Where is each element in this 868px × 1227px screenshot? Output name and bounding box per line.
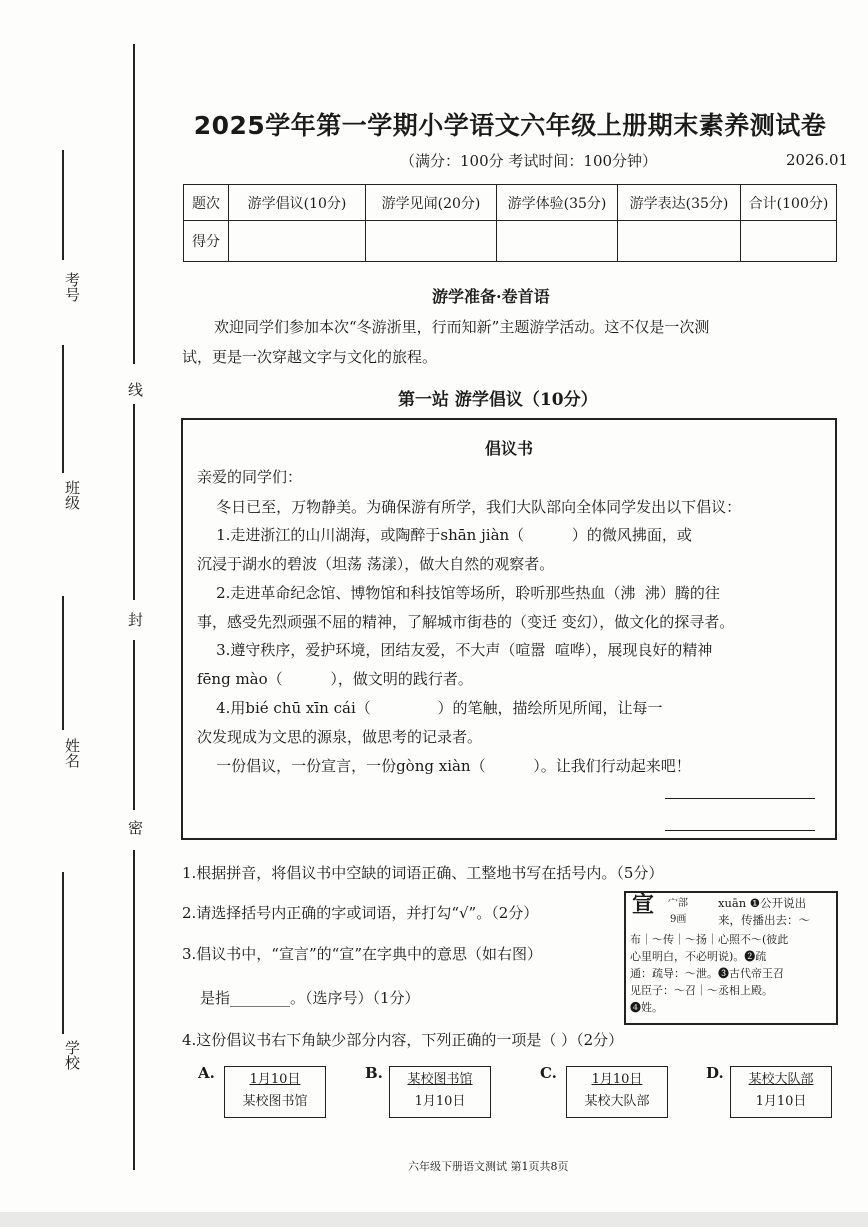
letter-title: 倡议书 — [484, 439, 533, 458]
proposal-letter-box — [181, 418, 837, 840]
option-d[interactable] — [730, 1066, 832, 1118]
letter-line: 3.遵守秩序，爱护环境，团结友爱，不大声（喧嚣 喧哗），展现良好的精神 — [197, 641, 713, 659]
dict-text: xuān ❶公开说出 — [718, 896, 807, 910]
score-cell[interactable] — [497, 221, 618, 262]
question-2: 2.请选择括号内正确的字或词语，并打勾“√”。（2分） — [182, 904, 539, 922]
option-c-line2: 某校大队部 — [584, 1094, 650, 1109]
option-a-letter: A. — [198, 1064, 215, 1082]
option-d-line2: 1月10日 — [755, 1094, 807, 1109]
option-d-line1: 某校大队部 — [748, 1072, 814, 1087]
dict-strokes: 9画 — [670, 914, 687, 925]
option-a-line1: 1月10日 — [249, 1072, 301, 1087]
binding-line — [133, 404, 135, 600]
letter-line: 冬日已至，万物静美。为确保游有所学，我们大队部向全体同学发出以下倡议： — [197, 498, 742, 516]
letter-line: 事，感受先烈顽强不屈的精神，了解城市街巷的（变迁 变幻），做文化的探寻者。 — [197, 613, 735, 631]
letter-line: 2.走进革命纪念馆、博物馆和科技馆等场所，聆听那些热血（沸 沸）腾的往 — [197, 584, 720, 602]
intro-line: 试，更是一次穿越文字与文化的旅程。 — [182, 348, 438, 366]
exam-no-blank[interactable] — [62, 150, 64, 260]
letter-line: 亲爱的同学们： — [197, 468, 303, 486]
letter-line: 1.走进浙江的山川湖海，或陶醉于shān jiàn（ ）的微风拂面，或 — [197, 526, 692, 544]
dict-char: 宣 — [632, 892, 655, 918]
score-cell[interactable] — [741, 221, 837, 262]
name-blank[interactable] — [62, 596, 64, 730]
option-c-letter: C. — [540, 1064, 557, 1082]
letter-line: 4.用bié chū xīn cái（ ）的笔触，描绘所见所闻，让每一 — [197, 699, 663, 717]
score-header-cell: 游学见闻(20分) — [366, 185, 497, 221]
class-blank[interactable] — [62, 345, 64, 473]
score-cell[interactable] — [618, 221, 741, 262]
score-cell[interactable] — [229, 221, 366, 262]
scan-edge — [0, 1212, 868, 1227]
option-a[interactable] — [224, 1066, 326, 1118]
dict-text: 心里明白，不必明说)。❷疏 — [630, 950, 767, 963]
intro-line: 欢迎同学们参加本次“冬游浙里，行而知新”主题游学活动。这不仅是一次测 — [214, 318, 710, 336]
letter-line: fēng mào（ ），做文明的践行者。 — [197, 670, 473, 688]
exam-info: （满分：100分 考试时间：100分钟） — [400, 152, 658, 170]
score-header-cell: 游学表达(35分) — [618, 185, 741, 221]
question-1: 1.根据拼音，将倡议书中空缺的词语正确、工整地书写在括号内。（5分） — [182, 864, 664, 882]
school-label: 学校 — [63, 1040, 81, 1070]
option-c[interactable] — [566, 1066, 668, 1118]
option-a-line2: 某校图书馆 — [242, 1094, 308, 1109]
question-4: 4.这份倡议书右下角缺少部分内容，下列正确的一项是（ ）（2分） — [182, 1031, 624, 1049]
option-b[interactable] — [389, 1066, 491, 1118]
option-c-line1: 1月10日 — [591, 1072, 643, 1087]
page-footer: 六年级下册语文测试 第1页共8页 — [408, 1160, 569, 1173]
dict-text: 见臣子：～召｜～丞相上殿。 — [630, 984, 773, 997]
dict-text: 来，传播出去：～ — [718, 913, 810, 927]
signature-blank[interactable] — [665, 798, 815, 799]
dict-text: 通：疏导：～泄。❸古代帝王召 — [630, 967, 784, 980]
letter-line: 次发现成为文思的源泉，做思考的记录者。 — [197, 728, 483, 746]
score-cell[interactable] — [366, 221, 497, 262]
date-blank[interactable] — [665, 830, 815, 831]
score-header-cell: 游学体验(35分) — [497, 185, 618, 221]
score-table — [183, 184, 837, 262]
dict-text: ❹姓。 — [630, 1001, 663, 1014]
section-heading: 第一站 游学倡议（10分） — [398, 390, 598, 410]
score-header-cell: 合计(100分) — [741, 185, 837, 221]
question-3: 3.倡议书中，“宣言”的“宣”在字典中的意思（如右图） — [182, 945, 542, 963]
score-header-cell: 题次 — [184, 185, 229, 221]
option-b-line1: 某校图书馆 — [407, 1072, 473, 1087]
bind-mark-secret: 密 — [126, 820, 144, 835]
dict-radical: 宀部 — [668, 898, 688, 909]
page-title: 2025学年第一学期小学语文六年级上册期末素养测试卷 — [193, 111, 827, 140]
letter-line: 一份倡议，一份宣言，一份gòng xiàn（ ）。让我们行动起来吧！ — [197, 757, 691, 775]
option-b-line2: 1月10日 — [414, 1094, 466, 1109]
dictionary-entry — [624, 891, 838, 1025]
score-table-header-row — [184, 185, 837, 221]
option-d-letter: D. — [706, 1064, 724, 1082]
score-row-label: 得分 — [184, 221, 229, 262]
option-b-letter: B. — [365, 1064, 383, 1082]
binding-line — [133, 640, 135, 810]
exam-date: 2026.01 — [786, 151, 849, 169]
name-label: 姓名 — [63, 738, 81, 768]
score-header-cell: 游学倡议(10分) — [229, 185, 366, 221]
class-label: 班级 — [63, 480, 81, 510]
bind-mark-seal: 封 — [126, 612, 144, 627]
school-blank[interactable] — [62, 872, 64, 1034]
letter-line: 沉浸于湖水的碧波（坦荡 荡漾），做大自然的观察者。 — [197, 555, 555, 573]
dict-text: 布｜～传｜～扬｜心照不～(彼此 — [630, 933, 789, 946]
bind-mark-line: 线 — [126, 382, 144, 397]
intro-heading: 游学准备·卷首语 — [432, 287, 550, 306]
question-3-answer-line[interactable]: 是指________。（选序号）（1分） — [200, 989, 420, 1007]
score-table-row — [184, 221, 837, 262]
binding-line — [133, 44, 135, 364]
binding-line — [133, 850, 135, 1170]
exam-no-label: 考号 — [63, 272, 81, 302]
